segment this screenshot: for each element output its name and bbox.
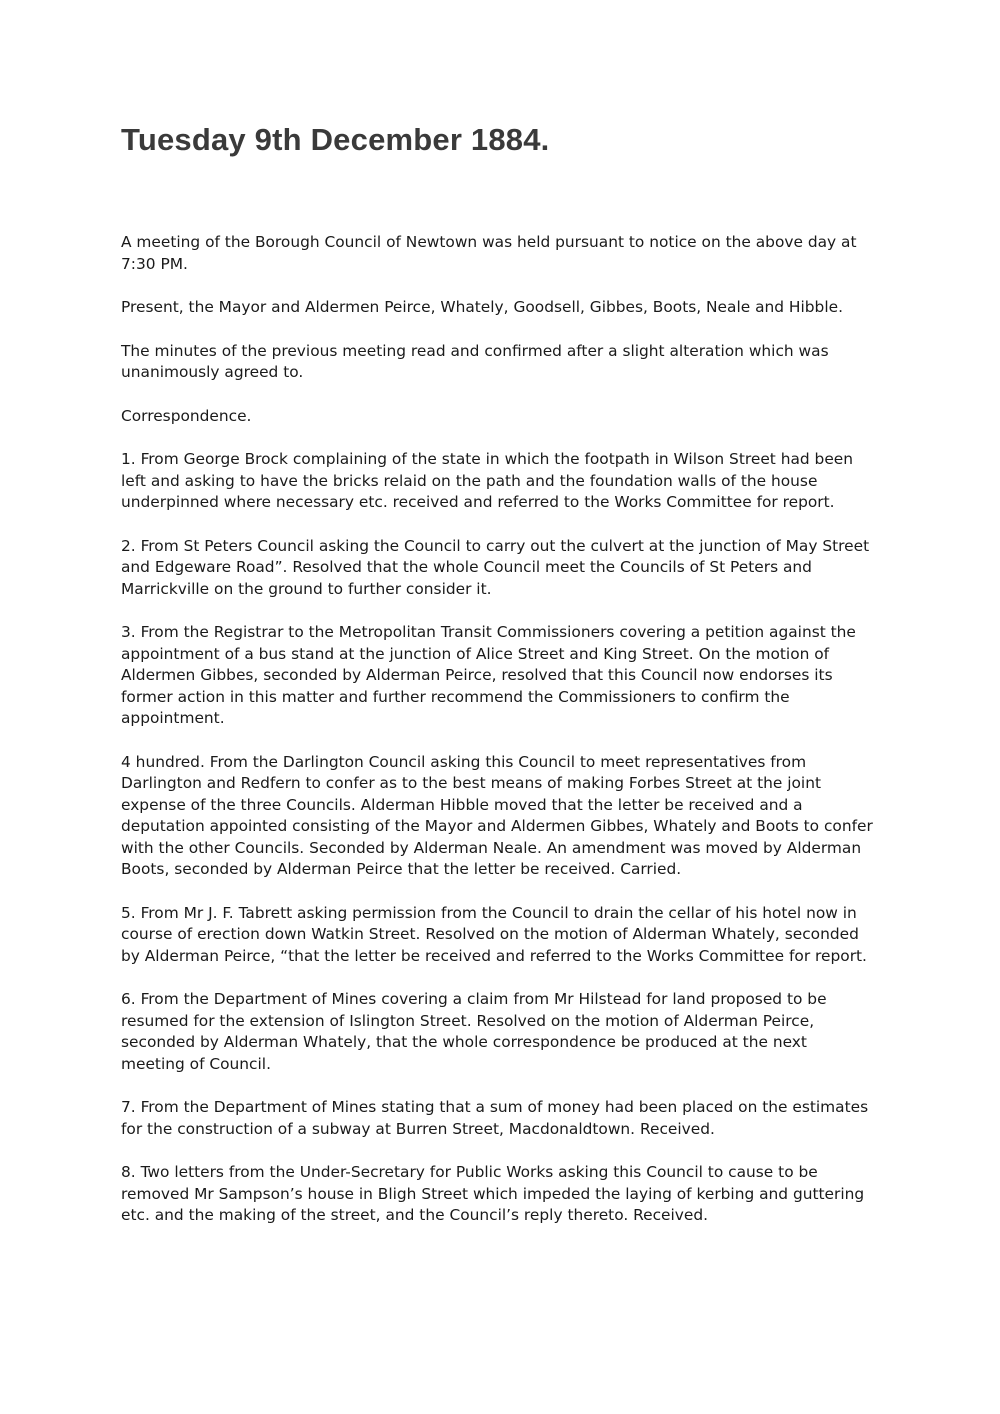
intro-paragraph: A meeting of the Borough Council of Newtown was held pursuant to notice on the above day at 7:30 PM. [121,233,857,273]
correspondence-item: 2. From St Peters Council asking the Council to carry out the culvert at the junction of May Street and Edgeware Road”. Resolved that the whole Council meet the Councils of St Peters and Marrickville on the ground to further consider it. [121,536,870,598]
correspondence-item: 1. From George Brock complaining of the state in which the footpath in Wilson Street had been left and asking to have the bricks relaid on the path and the foundation walls of the house underpinned where necessary etc. received and referred to the Works Committee for report. [121,450,854,511]
document-body [121,232,891,1227]
correspondence-item: 5. From Mr J. F. Tabrett asking permission from the Council to drain the cellar of his hotel now in course of erection down Watkin Street. Resolved on the motion of Alderman Whately, seconded by Alderman Peirce, “that the letter be received and referred to the Works Committee for report. [121,903,867,965]
correspondence-item: 7. From the Department of Mines stating that a sum of money had been placed on the estimates for the construction of a subway at Burren Street, Macdonaldtown. Received. [121,1098,869,1138]
correspondence-item: 4 hundred. From the Darlington Council asking this Council to meet representatives from Darlington and Redfern to confer as to the best means of making Forbes Street at the joint expense of the three Councils. Alderman Hibble moved that the letter be received and a deputation appointed consisting of the Mayor and Aldermen Gibbes, Whately and Boots to confer with the other Councils. Seconded by Alderman Neale. An amendment was moved by Alderman Boots, seconded by Alderman Peirce that the letter be received. Carried. [121,752,873,878]
page-title: Tuesday 9th December 1884. [121,122,550,157]
minutes-paragraph: The minutes of the previous meeting read and confirmed after a slight alteration which was unanimously agreed to. [121,341,829,381]
correspondence-item: 8. Two letters from the Under-Secretary for Public Works asking this Council to cause to be removed Mr Sampson’s house in Bligh Street which impeded the laying of kerbing and guttering etc. and the making of the street, and the Council’s reply thereto. Received. [121,1163,865,1224]
correspondence-item: 6. From the Department of Mines covering a claim from Mr Hilstead for land proposed to be resumed for the extension of Islington Street. Resolved on the motion of Alderman Peirce, seconded by Alderman Whately, that the whole correspondence be produced at the next meeting of Council. [121,990,827,1073]
section-heading-correspondence: Correspondence. [121,406,252,425]
correspondence-item: 3. From the Registrar to the Metropolitan Transit Commissioners covering a petition against the appointment of a bus stand at the junction of Alice Street and King Street. On the motion of Aldermen Gibbes, seconded by Alderman Peirce, resolved that this Council now endorses its former action in this matter and further recommend the Commissioners to confirm the appointment. [121,623,856,727]
attendance-paragraph: Present, the Mayor and Aldermen Peirce, Whately, Goodsell, Gibbes, Boots, Neale and Hibble. [121,298,843,316]
document-page [121,120,891,1249]
